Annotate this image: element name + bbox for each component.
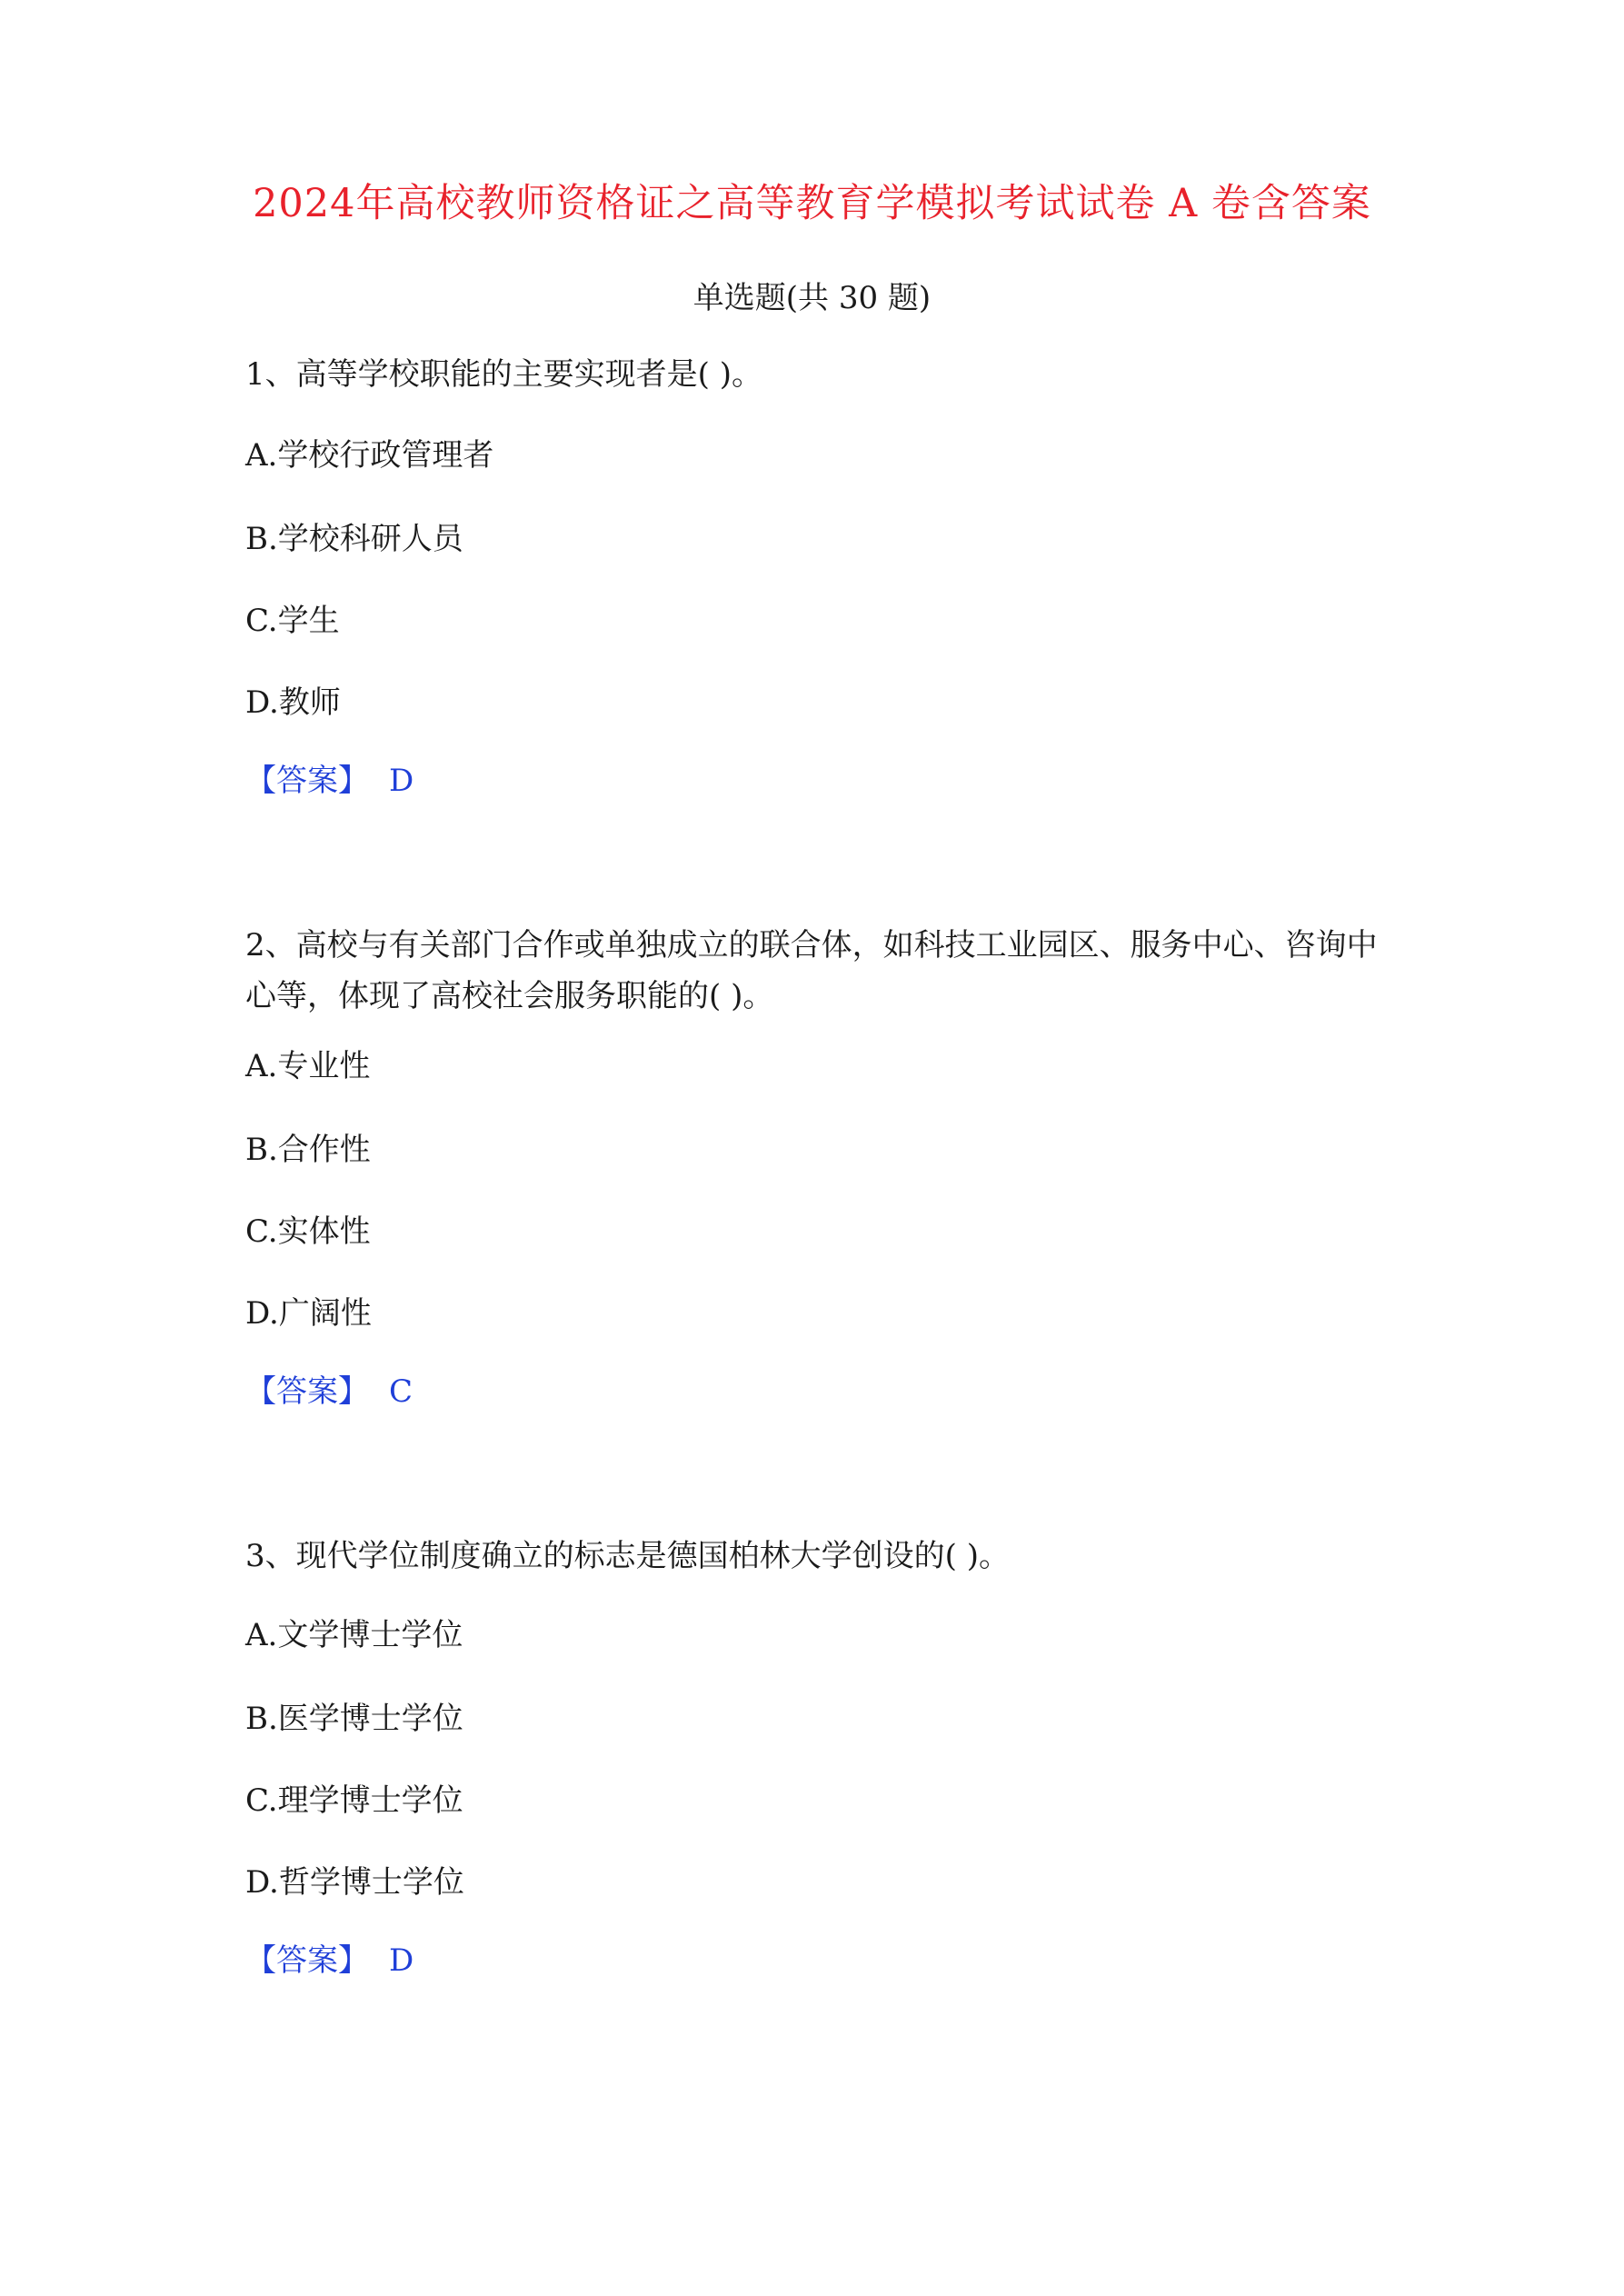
question-2-option-c: C.实体性 bbox=[245, 1213, 371, 1250]
question-3-answer bbox=[245, 1940, 413, 1982]
question-3-option-a: A.文学博士学位 bbox=[245, 1617, 463, 1653]
question-1-option-b: B.学校科研人员 bbox=[245, 521, 463, 557]
question-2-stem: 2、高校与有关部门合作或单独成立的联合体，如科技工业园区、服务中心、咨询中心等，体现了高校社会服务职能的( )。 bbox=[245, 927, 1378, 1014]
document-title: 2024年高校教师资格证之高等教育学模拟考试试卷 A 卷含答案 bbox=[253, 181, 1371, 226]
question-2-option-d: D.广阔性 bbox=[245, 1295, 372, 1332]
question-2-option-b: B.合作性 bbox=[245, 1132, 371, 1168]
question-1-answer bbox=[245, 760, 413, 802]
question-2-option-a: A.专业性 bbox=[245, 1048, 371, 1084]
answer-label: 【答案】 bbox=[245, 1942, 369, 1979]
question-3-option-c: C.理学博士学位 bbox=[245, 1782, 463, 1819]
answer-value: C bbox=[389, 1373, 413, 1410]
question-1-option-c: C.学生 bbox=[245, 603, 340, 639]
question-1-option-a: A.学校行政管理者 bbox=[245, 437, 494, 474]
answer-label: 【答案】 bbox=[245, 1373, 369, 1410]
question-3-stem: 3、现代学位制度确立的标志是德国柏林大学创设的( )。 bbox=[245, 1538, 1010, 1574]
answer-label: 【答案】 bbox=[245, 763, 369, 799]
answer-value: D bbox=[389, 763, 414, 799]
question-1-option-d: D.教师 bbox=[245, 684, 341, 721]
question-3-option-d: D.哲学博士学位 bbox=[245, 1864, 464, 1901]
answer-value: D bbox=[389, 1942, 414, 1979]
question-2-answer bbox=[245, 1371, 413, 1413]
question-1-stem: 1、高等学校职能的主要实现者是( )。 bbox=[245, 356, 762, 393]
section-title: 单选题(共 30 题) bbox=[692, 280, 932, 316]
question-3-option-b: B.医学博士学位 bbox=[245, 1701, 463, 1737]
